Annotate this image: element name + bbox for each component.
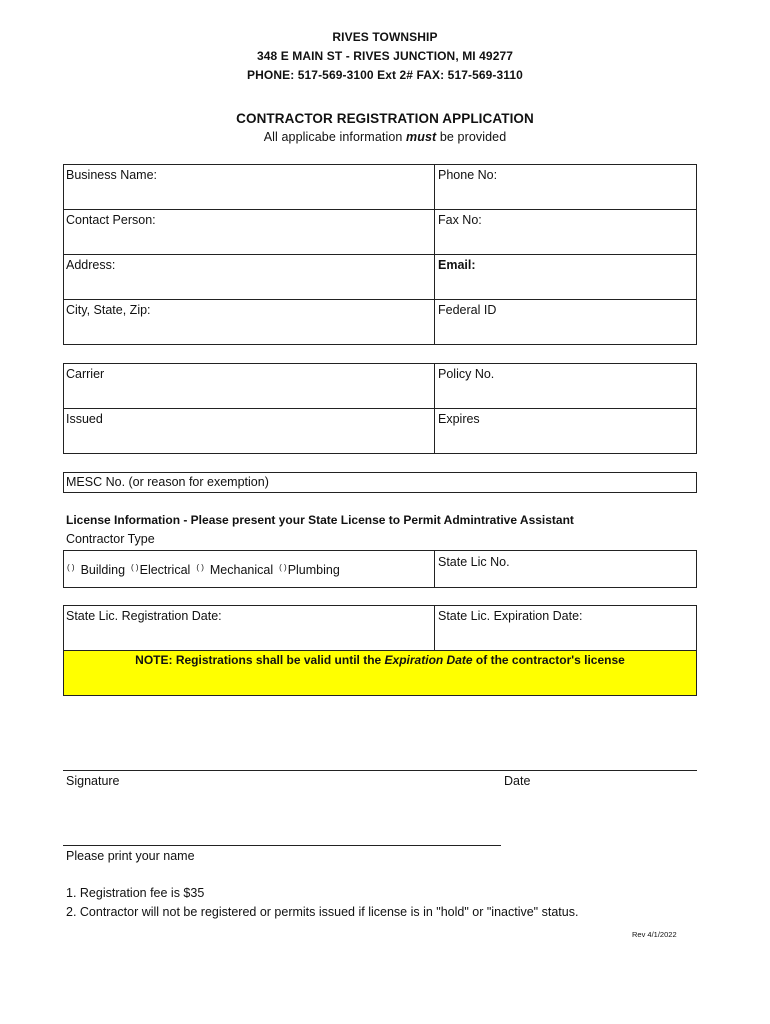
instruction-emphasis: must: [406, 130, 437, 144]
carrier-field[interactable]: Carrier: [66, 367, 105, 381]
building-checkbox[interactable]: ( ) Building: [67, 563, 126, 577]
mesc-field[interactable]: MESC No. (or reason for exemption): [66, 475, 269, 489]
print-name-line[interactable]: [63, 845, 501, 846]
expiration-date-field[interactable]: State Lic. Expiration Date:: [438, 609, 583, 623]
city-state-zip-field[interactable]: City, State, Zip:: [66, 303, 151, 317]
signature-label: Signature: [66, 774, 120, 788]
email-field[interactable]: Email:: [438, 258, 476, 272]
note-banner: [63, 650, 697, 696]
fax-no-field[interactable]: Fax No:: [438, 213, 482, 227]
phone-no-field[interactable]: Phone No:: [438, 168, 498, 182]
instruction-pre: All applicabe information: [263, 130, 406, 144]
print-name-label: Please print your name: [66, 849, 195, 863]
row-divider: [63, 408, 697, 409]
electrical-checkbox[interactable]: ( )Electrical: [131, 563, 191, 577]
plumbing-checkbox[interactable]: ( )Plumbing: [279, 563, 340, 577]
state-lic-no-field[interactable]: State Lic No.: [438, 555, 510, 569]
footnote-fee: 1. Registration fee is $35: [66, 886, 205, 900]
organization-contact: PHONE: 517-569-3100 Ext 2# FAX: 517-569-3110: [247, 68, 523, 82]
form-instruction: [0, 130, 770, 144]
business-name-field[interactable]: Business Name:: [66, 168, 158, 182]
license-heading: License Information - Please present your State License to Permit Admintrative Assistant: [66, 513, 574, 527]
federal-id-field[interactable]: Federal ID: [438, 303, 497, 317]
form-title: CONTRACTOR REGISTRATION APPLICATION: [236, 111, 534, 126]
organization-name: RIVES TOWNSHIP: [332, 30, 438, 44]
revision-date: Rev 4/1/2022: [632, 930, 677, 939]
row-divider: [63, 209, 697, 210]
license-dates-divider: [434, 605, 435, 651]
instruction-post: be provided: [436, 130, 507, 144]
signature-line[interactable]: [63, 770, 697, 771]
note-text: NOTE: Registrations shall be valid until the Expiration Date of the contractor's license: [135, 653, 625, 667]
contractor-type-divider: [434, 550, 435, 588]
row-divider: [63, 254, 697, 255]
mechanical-checkbox[interactable]: ( ) Mechanical: [196, 563, 274, 577]
contractor-type-label: Contractor Type: [66, 532, 155, 546]
address-field[interactable]: Address:: [66, 258, 116, 272]
date-label: Date: [504, 774, 531, 788]
organization-address: 348 E MAIN ST - RIVES JUNCTION, MI 49277: [256, 49, 514, 63]
issued-field[interactable]: Issued: [66, 412, 103, 426]
contact-person-field[interactable]: Contact Person:: [66, 213, 156, 227]
row-divider: [63, 299, 697, 300]
expires-field[interactable]: Expires: [438, 412, 480, 426]
policy-no-field[interactable]: Policy No.: [438, 367, 495, 381]
registration-date-field[interactable]: State Lic. Registration Date:: [66, 609, 222, 623]
footnote-status: 2. Contractor will not be registered or permits issued if license is in "hold" or "inactive" status.: [66, 905, 579, 919]
contractor-type-options: [67, 563, 346, 577]
